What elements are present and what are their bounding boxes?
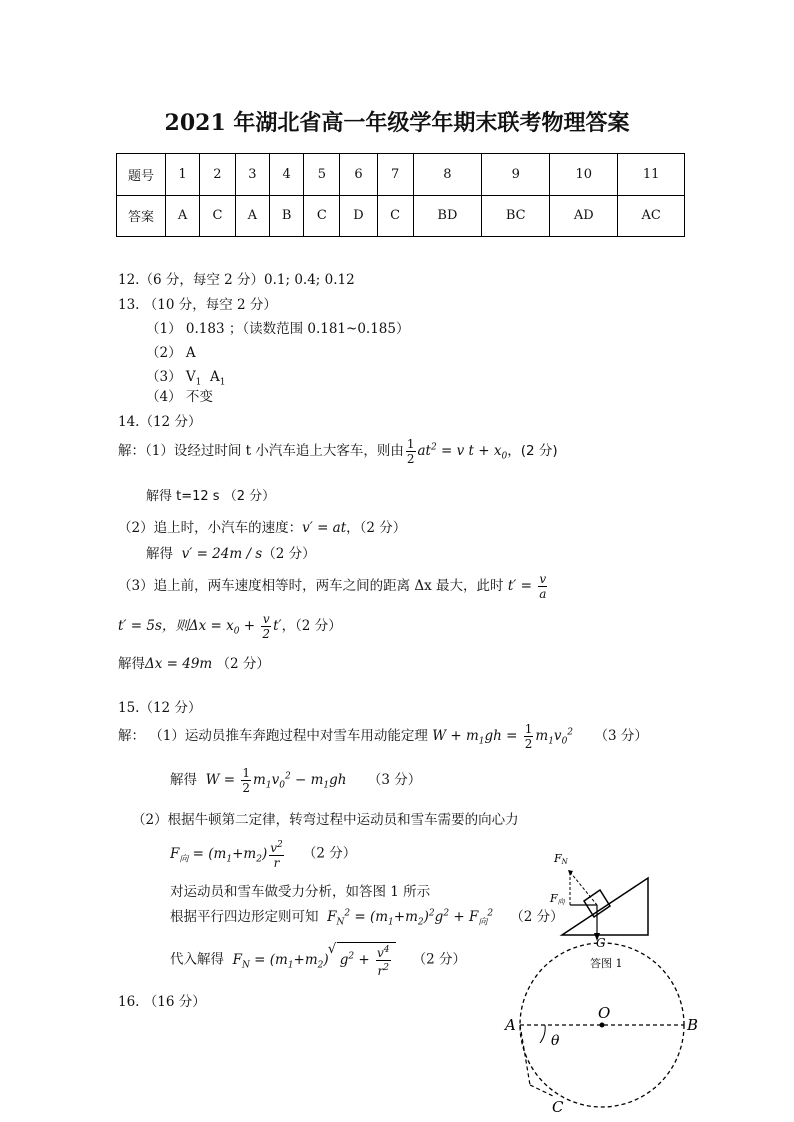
q14-l4-post: （2 分）: [262, 546, 316, 562]
label-fn: FN: [554, 852, 568, 866]
table-cell: 8: [413, 154, 482, 196]
equation: $m_1v_0^2 - m_1gh$: [253, 771, 347, 791]
table-row: [117, 154, 685, 196]
table-cell: AC: [618, 195, 685, 237]
table-cell: 10: [550, 154, 618, 196]
table-cell: 11: [618, 154, 685, 196]
q14-line-5: [118, 572, 549, 601]
q13-item-4: （4） 不变: [146, 389, 213, 405]
table-cell: 2: [200, 154, 236, 196]
equation: t′: [273, 618, 282, 634]
label-f-centripetal: F向: [550, 892, 565, 906]
q14-l1-pre: 解：（1）设经过时间 t 小汽车追上大客车，则由: [118, 443, 404, 459]
q13-item-3-text: （3） V: [146, 369, 196, 385]
sqrt-expression: $g^2$ + $\frac{v^4}{r^2}$ √: [337, 942, 396, 978]
q12-line: 12.（6 分，每空 2 分）0.1; 0.4; 0.12: [118, 272, 355, 288]
equation: $W + m_1gh$ =: [432, 728, 522, 747]
q14-line-2: 解得 t=12 s （2 分）: [146, 489, 276, 504]
q15-header: 15.（12 分）: [118, 700, 202, 716]
q15-line-3: （2）根据牛顿第二定律，转弯过程中运动员和雪车需要的向心力: [132, 812, 519, 828]
q14-l7-post: （2 分）: [216, 656, 270, 672]
fraction-half: $\frac{1}{2}$: [524, 722, 533, 751]
q13-item-1: （1） 0.183 ；（读数范围 0.181~0.185）: [146, 321, 410, 337]
q14-line-6: [118, 612, 342, 641]
table-cell: 5: [304, 154, 340, 196]
equation: t′ =: [503, 578, 537, 594]
equation: $m_1v_0^2$: [535, 727, 574, 747]
fraction-v-a: $\frac{v}{a}$: [539, 572, 547, 601]
table-cell: AD: [550, 195, 618, 237]
chord-c: [530, 1085, 553, 1096]
q15-line-2: [170, 766, 421, 795]
table-cell: 6: [340, 154, 377, 196]
q14-l3-pre: （2）追上时，小汽车的速度：: [118, 520, 303, 536]
figure-caption: 答图 1: [590, 957, 623, 970]
label-c: C: [552, 1098, 564, 1116]
label-a: A: [505, 1016, 516, 1034]
table-cell: C: [200, 195, 236, 237]
q15-line-6: [170, 905, 564, 928]
q16-header: 16. （16 分）: [118, 994, 206, 1010]
subscript: 1: [195, 377, 202, 388]
chord-ac: [520, 1025, 530, 1085]
q15-l4-post: （2 分）: [302, 845, 357, 862]
table-cell: 7: [377, 154, 413, 196]
q14-l6-post: ，（2 分）: [281, 618, 342, 634]
equation: Δx = 49m: [145, 656, 213, 672]
table-row: [117, 195, 685, 237]
fraction-half: $\frac{1}{2}$: [242, 766, 251, 795]
q13-item-3-a: A: [209, 369, 220, 385]
equation: W =: [205, 772, 240, 788]
fraction-v-2: $\frac{v}{2}$: [262, 612, 271, 641]
q15-l7-post: （2 分）: [412, 951, 467, 968]
table-cell: C: [304, 195, 340, 237]
table-cell: BD: [413, 195, 482, 237]
angle-arc: [540, 1025, 545, 1043]
q14-l1-post: ，(2 分): [507, 443, 558, 459]
q15-l7-pre: 代入解得: [170, 951, 224, 968]
label-g: G: [596, 936, 606, 950]
table-cell: C: [377, 195, 413, 237]
q14-l7-pre: 解得: [118, 656, 145, 672]
subscript: 1: [219, 377, 226, 388]
fraction-v2-r: $\frac{v^2}{r}$: [270, 840, 283, 870]
label-b: B: [687, 1016, 699, 1034]
label-o: O: [598, 1004, 611, 1022]
q14-l5: （3）追上前，两车速度相等时，两车之间的距离 Δx 最大，此时: [118, 578, 504, 594]
table-cell: BC: [482, 195, 550, 237]
q15-l2-post: （3 分）: [367, 772, 422, 788]
table-header-cell: 题号: [117, 154, 166, 196]
table-cell: D: [340, 195, 377, 237]
q15-l1-post: （3 分）: [594, 728, 648, 744]
q14-line-1: [118, 437, 558, 466]
q15-l6-pre: 根据平行四边形定则可知: [170, 909, 319, 925]
force-diagram-figure: [540, 845, 670, 980]
page-title: 2021 年湖北省高一年级学年期末联考物理答案: [164, 110, 630, 136]
fraction-half: $\frac{1}{2}$: [406, 437, 415, 466]
equation: $F_向 = (m_1+m_2)$: [170, 845, 268, 865]
q14-l4-pre: 解得: [146, 546, 173, 562]
label-theta: θ: [551, 1033, 560, 1049]
q14-line-3: [118, 516, 406, 536]
table-cell: B: [269, 195, 304, 237]
equation: $F_N = (m_1+m_2)$: [232, 951, 329, 971]
answer-table: [116, 153, 685, 237]
table-cell: 3: [235, 154, 269, 196]
center-point: [600, 1023, 605, 1028]
q15-line-5: 对运动员和雪车做受力分析，如答图 1 所示: [170, 884, 431, 900]
q13-header: 13. （10 分，每空 2 分）: [118, 297, 277, 313]
q15-line-1: [118, 722, 648, 751]
q15-l1-pre: 解： （1）运动员推车奔跑过程中对雪车用动能定理: [118, 728, 428, 744]
table-header-cell: 答案: [117, 195, 166, 237]
dashed-line: [570, 872, 597, 905]
equation: $at^2 = v$ $t + x_0$: [417, 442, 508, 462]
equation: $\Delta x = x_0$ +: [188, 618, 260, 637]
q14-l6-pre: t′ = 5s，则: [118, 618, 189, 634]
table-cell: 4: [269, 154, 304, 196]
arrow-head: [568, 870, 573, 876]
table-cell: A: [166, 195, 200, 237]
q14-line-7: [118, 652, 270, 672]
circle-diagram-figure: [505, 965, 699, 1116]
equation: v′ = 24m / s: [181, 546, 263, 562]
q14-l3-post: ，（2 分）: [346, 520, 407, 536]
q15-l6-post: （2 分）: [510, 909, 564, 925]
q14-line-4: [146, 542, 316, 562]
incline-triangle: [562, 878, 648, 935]
q13-item-2: （2） A: [146, 345, 196, 361]
table-cell: 9: [482, 154, 550, 196]
q15-line-7: [170, 942, 466, 978]
q15-l2-pre: 解得: [170, 772, 197, 788]
table-cell: 1: [166, 154, 200, 196]
table-cell: A: [235, 195, 269, 237]
equation: v′ = at: [302, 520, 347, 536]
q15-line-4: [170, 838, 356, 870]
q14-header: 14.（12 分）: [118, 414, 202, 430]
equation: $F_N^2 = (m_1+m_2)^2g^2 + F_向^2$: [327, 908, 494, 928]
